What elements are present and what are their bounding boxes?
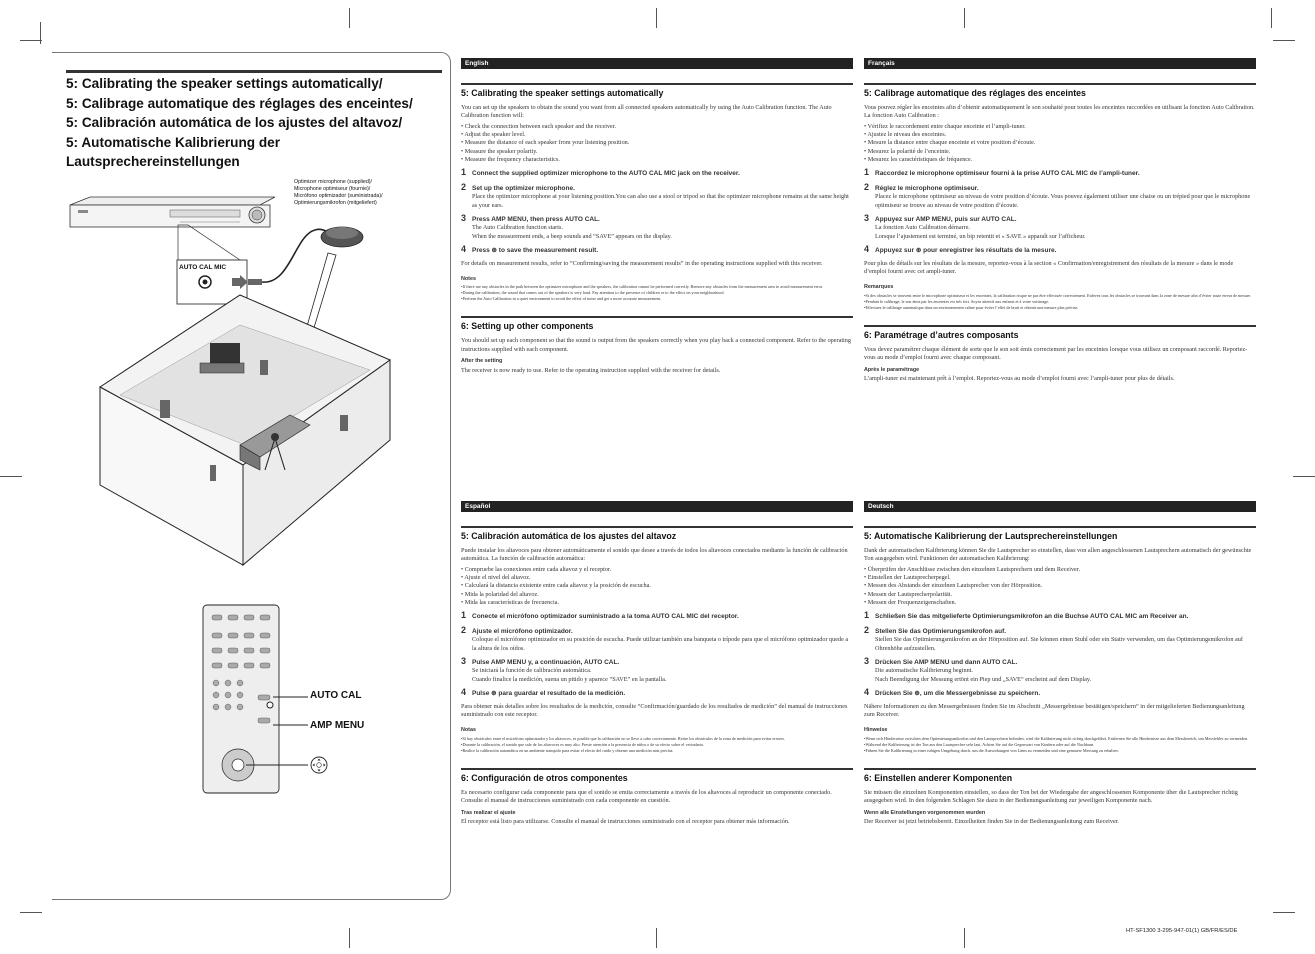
title-rule (66, 70, 442, 73)
enter-icon: ⊕ (491, 247, 497, 255)
step-1: 1 Raccordez le microphone optimiseur fourni à la prise AUTO CAL MIC de l’ampli-tuner. (864, 167, 1140, 178)
list-item: • Vérifiez le raccordement entre chaque enceinte et l’ampli-tuner. (864, 122, 1026, 130)
feature-list (864, 123, 1256, 164)
note-item: •Si hay obstáculos entre el micrófono optimizador y los altavoces, es posible que la calibración no se lleve a cabo correctamente. Retire los obstáculos de la zona de medición para evitar errores. (461, 735, 786, 741)
language-header: Français (864, 58, 1256, 69)
step-2: 2 Set up the optimizer microphone. (461, 181, 575, 192)
note-item: •Perform the Auto Calibration in a quiet environment to avoid the effect of noise and get a more accurate measurement. (461, 296, 662, 302)
mic-caption-line: Microphone optimiseur (fournie)/ (294, 186, 371, 192)
list-item: • Überprüfen der Anschlüsse zwischen den einzelnen Lautsprechern und dem Receiver. (864, 565, 1081, 573)
mic-caption-line: Optimierungsmikrofon (mitgeliefert) (294, 200, 377, 206)
title-line: 5: Automatische Kalibrierung der (66, 134, 281, 150)
step-text: Press AMP MENU, then press AUTO CAL. (472, 215, 600, 223)
step-text: para guardar el resultado de la medición. (498, 690, 626, 698)
step-detail: Place the optimizer microphone at your listening position.You can also use a stool or tripod so that the optimizer microphone remains at the same height as your ears. (472, 193, 849, 209)
mic-caption-line: Optimizer microphone (supplied)/ (294, 179, 373, 185)
page-title (66, 74, 446, 172)
section-text: El receptor está listo para utilizarse. Consulte el manual de instrucciones suministrado con el receptor para obtener más información. (461, 817, 790, 825)
title-line: 5: Calibrage automatique des réglages des enceintes/ (66, 95, 413, 111)
section-rule (461, 316, 853, 318)
enter-icon: ⊕ (491, 690, 497, 698)
step-4: 4 Drücken Sie ⊕, um die Messergebnisse zu speichern. (864, 687, 1041, 698)
step-text: to save the measurement result. (498, 247, 599, 255)
receiver-illustration (70, 197, 275, 227)
enter-icon: ⊕ (914, 690, 920, 698)
list-item: • Messen der Lautsprecherpolarität. (864, 590, 953, 598)
step-text: pour enregistrer les résultats de la mesure. (923, 247, 1057, 255)
step-text: Raccordez le microphone optimiseur fourni à la prise AUTO CAL MIC de l’ampli-tuner. (875, 170, 1140, 178)
crop-mark (656, 928, 657, 948)
feature-list (864, 566, 1256, 607)
language-header: Deutsch (864, 501, 1256, 512)
section-title: 5: Calibrating the speaker settings automatically (461, 88, 664, 98)
section-title: 5: Calibrage automatique des réglages des enceintes (864, 88, 1086, 98)
step-1: 1 Conecte el micrófono optimizador suministrado a la toma AUTO CAL MIC del receptor. (461, 610, 739, 621)
list-item: • Mida la polaridad del altavoz. (461, 590, 539, 598)
step-2: 2 Réglez le microphone optimiseur. (864, 181, 979, 192)
crop-mark (1293, 476, 1315, 477)
step-2: 2 Stellen Sie das Optimierungsmikrofon auf. (864, 624, 1007, 635)
title-line: 5: Calibración automática de los ajustes del altavoz/ (66, 115, 403, 130)
list-item: • Adjust the speaker level. (461, 131, 526, 139)
section-text: Der Receiver ist jetzt betriebsbereit. Einzelheiten finden Sie in der Bedienungsanleitung zum Receiver. (864, 817, 1119, 825)
subheading: Tras realizar el ajuste (461, 809, 516, 816)
section-title: 6: Setting up other components (461, 321, 594, 332)
crop-mark (656, 8, 657, 28)
feature-list (461, 123, 853, 164)
list-item: • Ajuste el nivel del altavoz. (461, 574, 531, 582)
section-rule (461, 526, 853, 528)
enter-button-icon (311, 757, 327, 773)
list-item: • Measure the frequency characteristics. (461, 156, 560, 163)
crop-mark (20, 40, 42, 41)
step-detail: Stellen Sie das Optimierungsmikrofon an der Hörposition auf. Sie können einen Stuhl oder ein Stativ verwenden, um das Optimierungsmikrofon auf Ohrenhöhe aufzustellen. (875, 636, 1243, 652)
step-1: 1 Schließen Sie das mitgelieferte Optimierungsmikrofon an die Buchse AUTO CAL MIC am Receiver an. (864, 610, 1189, 621)
notes-list (864, 736, 1256, 754)
crop-mark (964, 8, 965, 28)
notes-list (461, 284, 853, 302)
note-item: •Führen Sie die Kalibrierung in einer ruhigen Umgebung durch, um die Auswirkungen von Lärm zu vermeiden und eine genauere Messung zu erhalten. (864, 747, 1119, 753)
step-detail: Die automatische Kalibrierung beginnt. (875, 667, 973, 675)
step-4: 4 Press ⊕ to save the measurement result. (461, 244, 599, 255)
note-item: •Effectuez le calibrage automatique dans un environnement calme pour éviter l’effet de bruit et obtenir une mesure plus précise. (864, 304, 1079, 310)
section-text: The receiver is now ready to use. Refer to the operating instruction supplied with the receiver for details. (461, 366, 721, 374)
section-title: 6: Configuración de otros componentes (461, 772, 628, 783)
english-column (461, 58, 853, 377)
remote-illustration (203, 605, 308, 793)
list-item: • Mida las características de frecuencia. (461, 599, 560, 606)
section-rule (864, 526, 1256, 528)
room-illustration (100, 295, 390, 565)
step-text: Appuyez sur (875, 247, 915, 255)
crop-mark (1271, 8, 1272, 28)
section-rule (864, 325, 1256, 327)
intro-text: Puede instalar los altavoces para obtener automáticamente el sonido que desee a través de todos los altavoces conectados mediante la función de calibración automática. La función de calibración automática: (461, 547, 848, 563)
section-title: 6: Paramétrage d’autres composants (864, 329, 1019, 340)
section-title: 5: Calibración automática de los ajustes del altavoz (461, 531, 677, 541)
notes-title: Remarques (864, 284, 894, 291)
step-4: 4 Appuyez sur ⊕ pour enregistrer les résultats de la mesure. (864, 244, 1057, 255)
list-item: • Messen der Frequenzeigenschaften. (864, 599, 957, 606)
subheading: Wenn alle Einstellungen vorgenommen wurden (864, 809, 986, 816)
step-text: Stellen Sie das Optimierungsmikrofon auf. (875, 627, 1007, 635)
notes-title: Notes (461, 275, 476, 282)
list-item: • Messen des Abstands der einzelnen Lautsprecher von der Hörposition. (864, 582, 1043, 590)
intro-text: You can set up the speakers to obtain the sound you want from all connected speakers automatically by using the Auto Calibration function. The Auto Calibration function will: (461, 104, 832, 120)
note-item: •Durante la calibración, el sonido que sale de los altavoces es muy alto. Preste atención a la presencia de niños o de su efecto sobre el vecindario. (461, 741, 705, 747)
step-text: , um die Messergebnisse zu speichern. (919, 690, 1041, 698)
section-rule (864, 83, 1256, 85)
mic-caption-line: Micrófono optimizador (suministrada)/ (294, 193, 383, 199)
section-rule (864, 768, 1256, 770)
list-item: • Check the connection between each speaker and the receiver. (461, 122, 617, 130)
notes-list (461, 736, 853, 754)
notes-title: Hinweise (864, 727, 888, 734)
crop-mark (0, 476, 22, 477)
step-text: Press (472, 247, 490, 255)
note-item: •During the calibration, the sound that comes out of the speakers is very loud. Pay attention to the presence of children or to the effect on your neighborhood. (461, 290, 725, 296)
step-3: 3 Press AMP MENU, then press AUTO CAL. (461, 212, 600, 223)
step-detail: When the measurement ends, a beep sounds and “SAVE” appears on the display. (472, 232, 672, 240)
setup-illustration (60, 175, 450, 895)
step-text: Ajuste el micrófono optimizador. (472, 627, 573, 635)
step-text: Drücken Sie (875, 690, 913, 698)
section-title: 6: Einstellen anderer Komponenten (864, 772, 1013, 783)
section-rule (461, 83, 853, 85)
step-detail: Se iniciará la función de calibración automática. (472, 667, 592, 675)
after-text: Para obtener más detalles sobre los resultados de la medición, consulte “Confirmación/guardado de los resultados de medición” del manual de instrucciones suministrado con este receptor. (461, 702, 848, 718)
notes-title: Notas (461, 727, 476, 734)
document-footer: HT-SF1300 3-295-947-01(1) GB/FR/ES/DE (1126, 928, 1238, 934)
section-text: You should set up each component so that the sound is output from the speakers correctly when you play back a connected component. Refer to the operating instructions supplied with each component. (461, 337, 851, 353)
step-3: 3 Appuyez sur AMP MENU, puis sur AUTO CAL. (864, 212, 1017, 223)
step-text: Schließen Sie das mitgelieferte Optimierungsmikrofon an die Buchse AUTO CAL MIC am Receiver an. (875, 613, 1189, 621)
intro-text: Vous pouvez régler les enceintes afin d’obtenir automatiquement le son souhaité pour toutes les enceintes raccordées en utilisant la fonction Auto Calibration. La fonction Auto Calibration : (864, 104, 1255, 120)
crop-mark (20, 912, 42, 913)
section-text: Vous devez paramétrer chaque élément de sorte que le son soit émis correctement par les enceintes lorsque vous utilisez un composant raccordé. Reportez-vous au mode d’emploi fourni avec chaque composant. (864, 345, 1248, 362)
crop-mark (1273, 912, 1295, 913)
auto-cal-label: AUTO CAL (310, 690, 362, 701)
list-item: • Einstellen der Lautsprecherpegel. (864, 574, 951, 582)
mic-caption (294, 179, 383, 207)
list-item: • Measure the distance of each speaker from your listening position. (461, 139, 630, 147)
crop-mark (964, 928, 965, 948)
step-detail: Lorsque l’ajustement est terminé, un bip retentit et « SAVE » apparaît sur l’afficheur. (875, 232, 1086, 240)
after-text: For details on measurement results, refer to “Confirming/saving the measurement results” in the operating instructions supplied with this receiver. (461, 259, 823, 267)
step-text: Pulse (472, 690, 490, 698)
crop-mark (349, 8, 350, 28)
step-text: Appuyez sur AMP MENU, puis sur AUTO CAL. (875, 215, 1017, 223)
french-column (864, 58, 1256, 385)
list-item: • Mesurez la polarité de l’enceinte. (864, 147, 951, 155)
list-item: • Ajustez le niveau des enceintes. (864, 131, 947, 139)
step-3: 3 Drücken Sie AMP MENU und dann AUTO CAL. (864, 655, 1018, 666)
list-item: • Mesurez les caractéristiques de fréquence. (864, 156, 973, 163)
note-item: •Si des obstacles se trouvent entre le microphone optimiseur et les enceintes, la calibration risque ne pas être effectuée correctement. Enlevez tous les obstacles se trouvant dans la zone de mesure afin d’éviter toute erreur de mesure. (864, 292, 1252, 298)
step-detail: La fonction Auto Calibration démarre. (875, 224, 971, 232)
note-item: •Pendant le calibrage, le son émis par les enceintes est très fort. Soyez attentif aux enfants et à votre voisinage. (864, 298, 1050, 304)
step-detail: Placez le microphone optimiseur au niveau de votre position d’écoute. Vous pouvez également utiliser une chaise ou un trépied pour que le microphone optimiseur se trouve au niveau de votre position d’écoute. (875, 193, 1251, 209)
language-header: Español (461, 501, 853, 512)
list-item: • Mesure la distance entre chaque enceinte et votre position d’écoute. (864, 139, 1036, 147)
step-detail: Coloque el micrófono optimizador en su posición de escucha. Puede utilizar también una banqueta o trípode para que el micrófono optimizador quede a la altura de los oídos. (472, 636, 849, 652)
title-line: Lautsprechereinstellungen (66, 154, 240, 169)
note-item: •If there are any obstacles in the path between the optimizer microphone and the speakers, the calibration cannot be performed correctly. Remove any obstacles from the measurement area to avoid measurement error. (461, 284, 823, 290)
section-rule (461, 768, 853, 770)
step-text: Connect the supplied optimizer microphone to the AUTO CAL MIC jack on the receiver. (472, 170, 740, 178)
step-3: 3 Pulse AMP MENU y, a continuación, AUTO CAL. (461, 655, 620, 666)
crop-mark (1273, 40, 1295, 41)
amp-menu-label: AMP MENU (310, 720, 365, 731)
section-title: 5: Automatische Kalibrierung der Lautsprechereinstellungen (864, 531, 1118, 541)
notes-list (864, 293, 1256, 311)
after-text: Pour plus de détails sur les résultats de la mesure, reportez-vous à la section « Confirmation/enregistrement des résultats de la mesure » dans le mode d’emploi fourni avec cet ampli-tuner. (864, 259, 1234, 275)
feature-list (461, 566, 853, 607)
subheading: After the setting (461, 358, 503, 365)
step-text: Réglez le microphone optimiseur. (875, 184, 979, 192)
language-header: English (461, 58, 853, 69)
auto-cal-mic-label: AUTO CAL MIC (179, 264, 227, 271)
enter-icon: ⊕ (915, 247, 922, 255)
german-column (864, 501, 1256, 828)
step-detail: Nach Beendigung der Messung ertönt ein Piep und „SAVE“ erscheint auf dem Display. (875, 675, 1092, 683)
step-1: 1 Connect the supplied optimizer microphone to the AUTO CAL MIC jack on the receiver. (461, 167, 740, 178)
note-item: •Wenn sich Hindernisse zwischen dem Optimierungsmikrofon und den Lautsprechern befinden, wird die Kalibrierung nicht richtig durchgeführt. Entfernen Sie alle Hindernisse aus dem Messbereich, um Messfehler zu vermeiden. (864, 735, 1249, 741)
section-text: Es necesario configurar cada componente para que el sonido se emita correctamente a través de los altavoces al reproducir un componente conectado. Consulte el manual de instrucciones suministrado con cada componente en cuestión. (461, 788, 832, 805)
intro-text: Dank der automatischen Kalibrierung können Sie die Lautsprecher so einstellen, dass von allen angeschlossenen Lautsprechern automatisch der gewünschte Ton ausgegeben wird. Funktionen der automatischen Kalibrierung: (864, 547, 1252, 563)
spanish-column (461, 501, 853, 828)
step-text: Conecte el micrófono optimizador suministrado a la toma AUTO CAL MIC del receptor. (472, 613, 739, 621)
section-text: L’ampli-tuner est maintenant prêt à l’emploi. Reportez-vous au mode d’emploi fourni avec l’ampli-tuner pour plus de détails. (864, 374, 1175, 382)
list-item: • Calculará la distancia existente entre cada altavoz y la posición de escucha. (461, 582, 651, 590)
step-text: Pulse AMP MENU y, a continuación, AUTO CAL. (472, 658, 620, 666)
note-item: •Während der Kalibrierung ist der Ton aus den Lautsprecher sehr laut. Achten Sie auf die Gegenwart von Kindern oder auf die Nachbarn. (864, 741, 1095, 747)
subheading: Après le paramétrage (864, 366, 920, 373)
list-item: • Measure the speaker polarity. (461, 147, 538, 155)
step-detail: Cuando finalice la medición, suena un pitido y aparece “SAVE” en la pantalla. (472, 675, 667, 683)
title-line: 5: Calibrating the speaker settings automatically/ (66, 76, 383, 91)
section-text: Sie müssen die einzelnen Komponenten einstellen, so dass der Ton bei der Wiedergabe der angeschlossenen Komponente über die Lautsprecher richtig ausgegeben wird. In den folgenden Schlagen Sie dazu in der Bedienungsanleitung zur jeweiligen Komponente nach. (864, 788, 1238, 805)
crop-mark (349, 928, 350, 948)
step-text: Drücken Sie AMP MENU und dann AUTO CAL. (875, 658, 1018, 666)
step-text: Set up the optimizer microphone. (472, 184, 575, 192)
after-text: Nähere Informationen zu den Messergebnissen finden Sie im Abschnitt „Messergebnisse bestätigen/speichern“ in der mitgelieferten Bedienungsanleitung zum Receiver. (864, 702, 1245, 718)
step-2: 2 Ajuste el micrófono optimizador. (461, 624, 573, 635)
step-detail: The Auto Calibration function starts. (472, 224, 563, 232)
note-item: •Realice la calibración automática en un ambiente tranquilo para evitar el efecto del ruido y obtener una medición más precisa. (461, 747, 674, 753)
step-4: 4 Pulse ⊕ para guardar el resultado de la medición. (461, 687, 626, 698)
list-item: • Compruebe las conexiones entre cada altavoz y el receptor. (461, 565, 612, 573)
